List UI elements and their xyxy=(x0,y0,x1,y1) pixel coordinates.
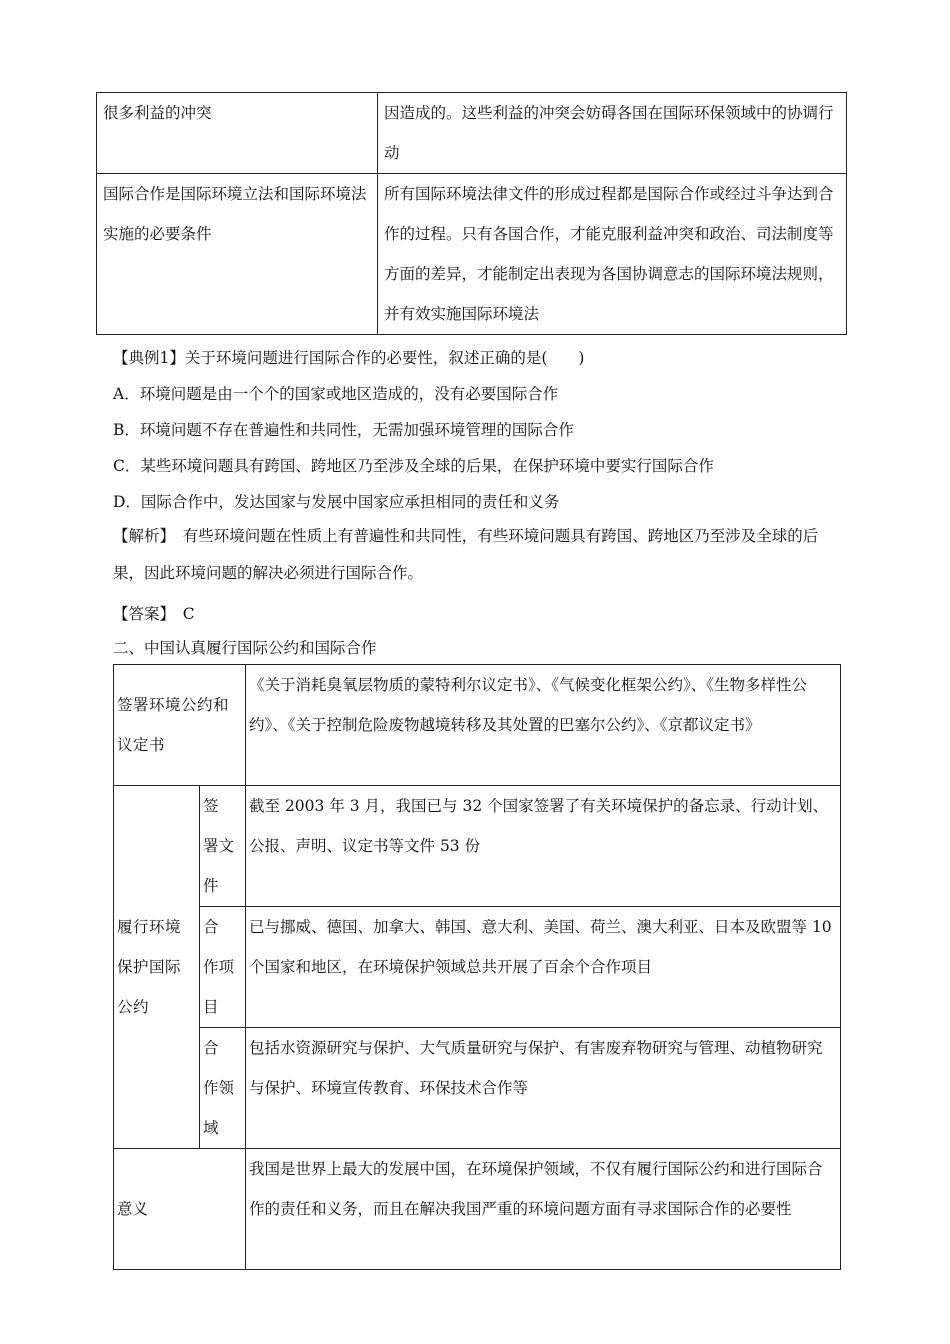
table-row xyxy=(114,1149,841,1270)
table-row xyxy=(114,665,841,786)
table-row xyxy=(114,786,841,907)
table-cell: 签 署文件 xyxy=(200,786,246,907)
cooperation-table xyxy=(113,664,841,1270)
table-cell: 已与挪威、德国、加拿大、韩国、意大利、美国、荷兰、澳大利亚、日本及欧盟等 10 个国家和地区，在环境保护领域总共开展了百余个合作项目 xyxy=(246,907,841,1028)
option-d: D．国际合作中，发达国家与发展中国家应承担相同的责任和义务 xyxy=(113,493,560,511)
table-cell: 因造成的。这些利益的冲突会妨碍各国在国际环保领域中的协调行动 xyxy=(378,93,847,174)
example-question: 【典例1】关于环境问题进行国际合作的必要性，叙述正确的是( ) xyxy=(113,349,585,367)
table-cell: 合 作领域 xyxy=(200,1028,246,1149)
table-cell: 国际合作是国际环境立法和国际环境法实施的必要条件 xyxy=(97,174,378,335)
comparison-table xyxy=(96,92,847,335)
table-cell: 截至 2003 年 3 月，我国已与 32 个国家签署了有关环境保护的备忘录、行动计划、公报、声明、议定书等文件 53 份 xyxy=(246,786,841,907)
section-title: 二、中国认真履行国际公约和国际合作 xyxy=(113,639,377,657)
answer-text: 【答案】 C xyxy=(113,605,195,623)
table-cell: 《关于消耗臭氧层物质的蒙特利尔议定书》、《气候变化框架公约》、《生物多样性公约》、《关于控制危险废物越境转移及其处置的巴塞尔公约》、《京都议定书》 xyxy=(246,665,841,786)
table-cell: 包括水资源研究与保护、大气质量研究与保护、有害废弃物研究与管理、动植物研究与保护、环境宣传教育、环保技术合作等 xyxy=(246,1028,841,1149)
table-row xyxy=(97,93,847,174)
analysis-text: 【解析】 有些环境问题在性质上有普遍性和共同性，有些环境问题具有跨国、跨地区乃至涉及全球的后果，因此环境问题的解决必须进行国际合作。 xyxy=(113,527,819,582)
table-cell: 履行环境保护国际公约 xyxy=(114,786,200,1149)
option-a: A．环境问题是由一个个的国家或地区造成的，没有必要国际合作 xyxy=(113,385,559,403)
table-cell: 很多利益的冲突 xyxy=(97,93,378,174)
table-cell: 所有国际环境法律文件的形成过程都是国际合作或经过斗争达到合作的过程。只有各国合作，才能克服利益冲突和政治、司法制度等方面的差异，才能制定出表现为各国协调意志的国际环境法规则，并有效实施国际环境法 xyxy=(378,174,847,335)
table-cell: 意义 xyxy=(114,1149,246,1270)
table-cell: 签署环境公约和议定书 xyxy=(114,665,246,786)
table-row xyxy=(114,907,841,1028)
table-row xyxy=(97,174,847,335)
option-c: C．某些环境问题具有跨国、跨地区乃至涉及全球的后果，在保护环境中要实行国际合作 xyxy=(113,457,714,475)
table-row xyxy=(114,1028,841,1149)
option-b: B．环境问题不存在普遍性和共同性，无需加强环境管理的国际合作 xyxy=(113,421,574,439)
table-cell: 合 作项目 xyxy=(200,907,246,1028)
table-cell: 我国是世界上最大的发展中国，在环境保护领域，不仅有履行国际公约和进行国际合作的责任和义务，而且在解决我国严重的环境问题方面有寻求国际合作的必要性 xyxy=(246,1149,841,1270)
